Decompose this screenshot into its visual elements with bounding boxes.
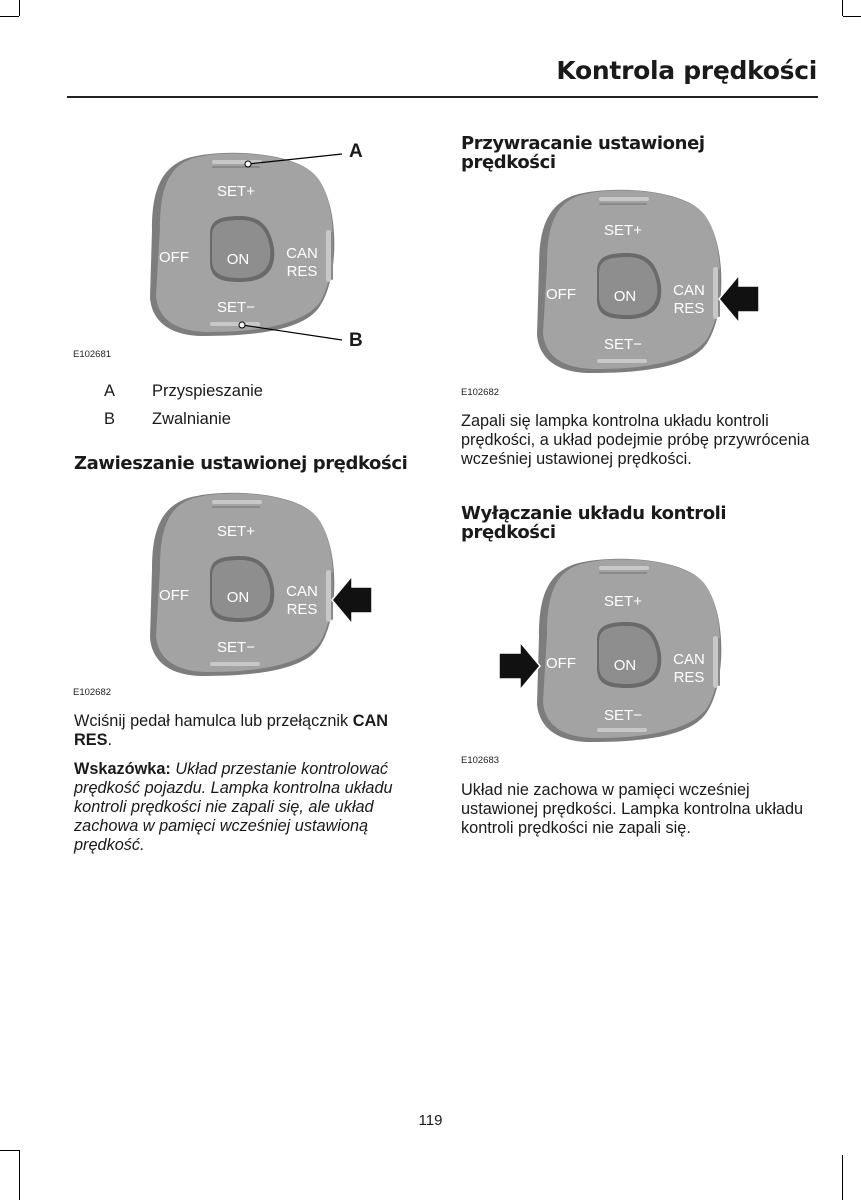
callout-b: B xyxy=(349,330,363,351)
figure-code: E102681 xyxy=(73,349,112,360)
crop-mark xyxy=(19,1150,20,1200)
title-rule xyxy=(67,96,818,98)
callout-lines xyxy=(230,140,360,350)
callout-a: A xyxy=(349,141,363,162)
on-label: ON xyxy=(226,589,250,606)
set-minus-label: SET− xyxy=(217,299,255,316)
set-minus-label: SET− xyxy=(604,336,642,353)
crop-mark xyxy=(842,0,843,16)
crop-mark xyxy=(0,16,19,17)
figure-code: E102682 xyxy=(461,387,500,398)
crop-mark xyxy=(842,1155,843,1200)
section-heading-off: Wyłączanie układu kontroli prędkości xyxy=(461,503,727,543)
can-label: CAN xyxy=(673,282,705,299)
can-label: CAN xyxy=(673,651,705,668)
page-title: Kontrola prędkości xyxy=(556,56,817,85)
res-label: RES xyxy=(286,263,318,280)
off-label: OFF xyxy=(546,286,576,303)
set-plus-label: SET+ xyxy=(217,183,255,200)
set-plus-label: SET+ xyxy=(604,222,642,239)
body-paragraph-suspend xyxy=(74,712,424,750)
legend-text: Przyspieszanie xyxy=(152,382,263,400)
note-label: Wskazówka: xyxy=(74,760,171,778)
figure-code: E102682 xyxy=(73,687,112,698)
legend-text: Zwalnianie xyxy=(152,410,231,428)
set-minus-label: SET− xyxy=(217,639,255,656)
arrow-left-icon xyxy=(332,576,372,624)
on-label: ON xyxy=(613,657,637,674)
body-paragraph-off: Układ nie zachowa w pamięci wcześniej ustawionej prędkości. Lampka kontrolna układu kontroli prędkości nie zapali się. xyxy=(461,781,804,837)
page-number: 119 xyxy=(418,1112,443,1129)
legend-letter: A xyxy=(104,382,116,400)
section-heading-suspend: Zawieszanie ustawionej prędkości xyxy=(74,453,408,474)
figure-code: E102683 xyxy=(461,755,500,766)
can-label: CAN xyxy=(286,245,318,262)
note-text: Układ przestanie kontrolować prędkość pojazdu. Lampka kontrolna układu kontroli prędkości nie zapali się, ale układ zachowa w pamięci wcześniej ustawioną prędkość. xyxy=(74,760,393,854)
arrow-left-icon xyxy=(719,275,759,323)
switch-figure-3 xyxy=(527,187,767,377)
res-label: RES xyxy=(673,300,705,317)
body-paragraph-resume: Zapali się lampka kontrolna układu kontroli prędkości, a układ podejmie próbę przywrócenia wcześniej ustawionej prędkości. xyxy=(461,412,810,468)
body-text-part: . xyxy=(107,731,113,749)
switch-figure-2 xyxy=(140,490,380,680)
crop-mark xyxy=(0,1150,19,1151)
set-plus-label: SET+ xyxy=(217,523,255,540)
res-label: RES xyxy=(286,601,318,618)
on-label: ON xyxy=(613,288,637,305)
switch-figure-4 xyxy=(496,556,736,746)
arrow-right-icon xyxy=(499,642,540,690)
can-label: CAN xyxy=(286,583,318,600)
off-label: OFF xyxy=(546,655,576,672)
set-minus-label: SET− xyxy=(604,707,642,724)
crop-mark xyxy=(843,16,861,17)
note-paragraph xyxy=(74,760,416,855)
section-heading-resume: Przywracanie ustawionej prędkości xyxy=(461,133,705,173)
on-label: ON xyxy=(226,251,250,268)
set-plus-label: SET+ xyxy=(604,593,642,610)
legend-letter: B xyxy=(104,410,116,428)
body-text-bold: CAN RES xyxy=(74,712,388,749)
crop-mark xyxy=(19,0,20,16)
off-label: OFF xyxy=(159,587,189,604)
off-label: OFF xyxy=(159,249,189,266)
res-label: RES xyxy=(673,669,705,686)
body-text-part: Wciśnij pedał hamulca lub przełącznik xyxy=(74,712,353,730)
